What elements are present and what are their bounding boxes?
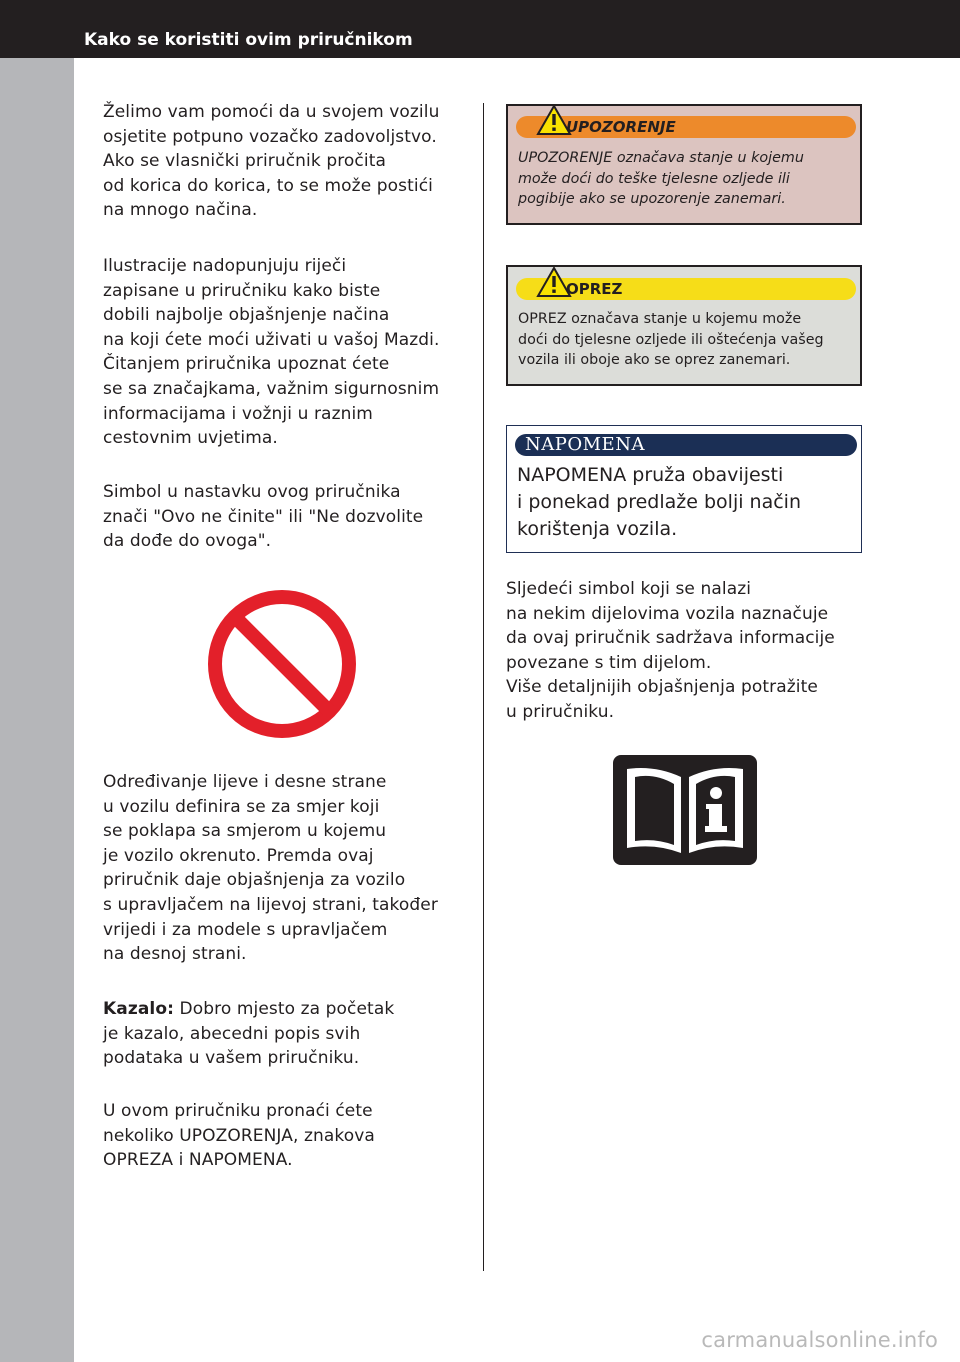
notices-paragraph: U ovom priručniku pronaći ćete nekoliko UPOZORENJA, znakova OPREZA i NAPOMENA. bbox=[103, 1101, 375, 1171]
note-header bbox=[515, 434, 857, 456]
index-paragraph bbox=[103, 997, 473, 1071]
column-divider bbox=[483, 103, 484, 1271]
page-header bbox=[0, 0, 960, 58]
caution-header bbox=[516, 278, 856, 300]
warning-label: UPOZORENJE bbox=[566, 118, 676, 136]
note-box bbox=[506, 425, 862, 553]
left-right-paragraph: Određivanje lijeve i desne strane u vozilu definira se za smjer koji se poklapa sa smjerom u kojemu je vozilo okrenuto. Premda ovaj priručnik daje objašnjenja za vozilo s upravljačem na lijevoj strani, također vrijedi i za modele s upravljačem na desnoj strani. bbox=[103, 772, 438, 965]
prohibition-icon bbox=[206, 588, 358, 740]
manual-symbol-paragraph: Sljedeći simbol koji se nalazi na nekim dijelovima vozila naznačuje da ovaj priručnik sadržava informacije povezane s tim dijelom. Više detaljnijih objašnjenja potražite u priručniku. bbox=[506, 579, 835, 722]
warning-header bbox=[516, 116, 856, 138]
index-label: Kazalo: bbox=[103, 999, 175, 1019]
note-label: NAPOMENA bbox=[525, 434, 645, 455]
side-tab bbox=[0, 58, 74, 1362]
caution-label: OPREZ bbox=[566, 280, 623, 298]
caution-box bbox=[506, 265, 862, 386]
symbol-paragraph: Simbol u nastavku ovog priručnika znači "Ovo ne činite" ili "Ne dozvolite da dođe do ovoga". bbox=[103, 482, 424, 552]
warning-text: UPOZORENJE označava stanje u kojemu može doći do teške tjelesne ozljede ili pogibije ako se upozorenje zanemari. bbox=[518, 150, 804, 207]
note-text: NAPOMENA pruža obavijesti i ponekad predlaže bolji način korištenja vozila. bbox=[517, 464, 801, 540]
intro-paragraph: Želimo vam pomoći da u svojem vozilu osjetite potpuno vozačko zadovoljstvo. Ako se vlasnički priručnik pročita od korica do korica, to se može postići na mnogo načina. bbox=[103, 102, 440, 221]
index-text: Dobro mjesto za početak je kazalo, abecedni popis svih podataka u vašem priručniku. bbox=[103, 999, 395, 1069]
page-title: Kako se koristiti ovim priručnikom bbox=[84, 30, 413, 50]
caution-text: OPREZ označava stanje u kojemu može doći do tjelesne ozljede ili oštećenja vašeg vozila ili oboje ako se oprez zanemari. bbox=[518, 311, 824, 368]
owners-manual-info-icon bbox=[613, 755, 757, 865]
warning-box bbox=[506, 104, 862, 225]
illustrations-paragraph: Ilustracije nadopunjuju riječi zapisane u priručniku kako biste dobili najbolje objašnjenje načina na koji ćete moći uživati u vašoj Mazdi. Čitanjem priručnika upoznat ćete se sa značajkama, važnim sigurnosnim informacijama i vožnji u raznim cestovnim uvjetima. bbox=[103, 256, 440, 449]
watermark: carmanualsonline.info bbox=[701, 1328, 938, 1352]
